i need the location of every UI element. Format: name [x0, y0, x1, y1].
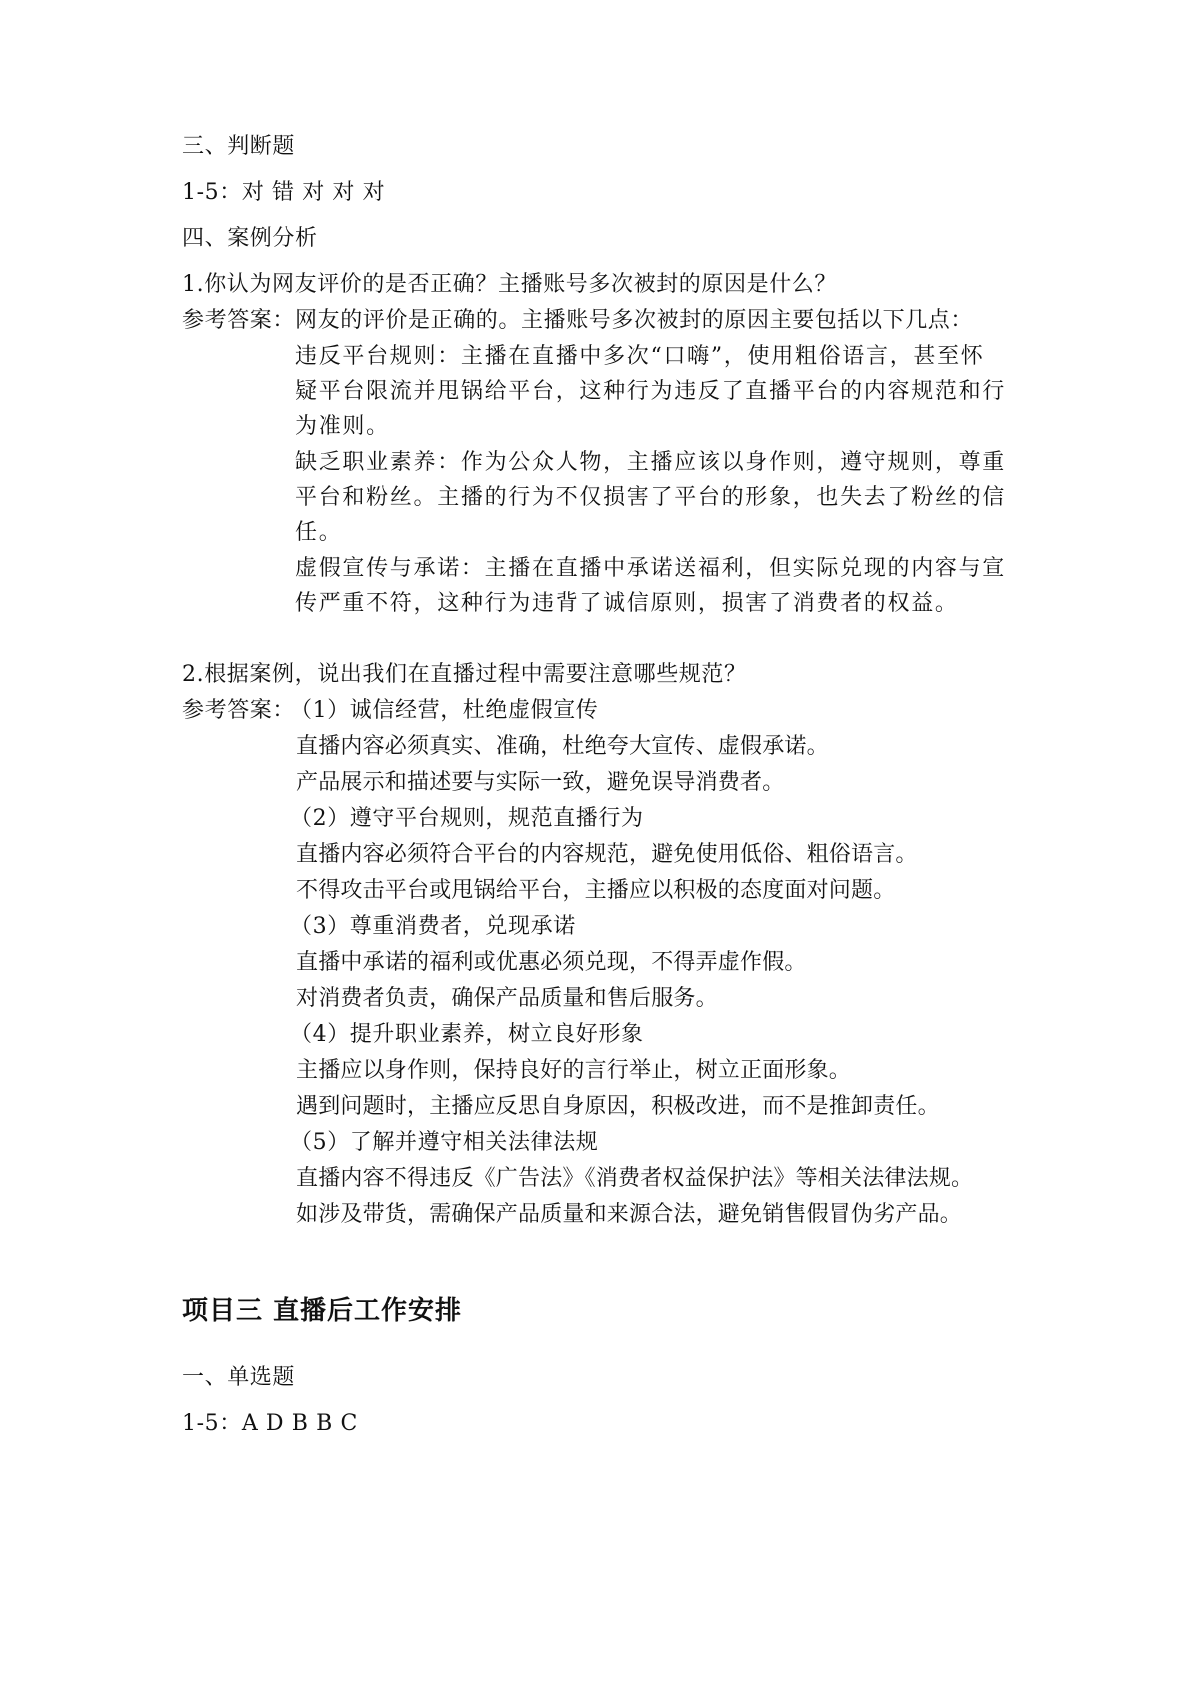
question-2: 2.根据案例，说出我们在直播过程中需要注意哪些规范？	[182, 662, 747, 687]
answer-2-item: 直播内容不得违反《广告法》《消费者权益保护法》等相关法律法规。	[296, 1166, 974, 1191]
answer-2-heading-1: （1）诚信经营，杜绝虚假宣传	[290, 698, 599, 723]
section-heading-judgement: 三、判断题	[182, 134, 296, 159]
answer-1-point-2-line: 缺乏职业素养：作为公众人物，主播应该以身作则，遵守规则，尊重	[295, 450, 1007, 475]
answer-2-item: 如涉及带货，需确保产品质量和来源合法，避免销售假冒伪劣产品。	[296, 1202, 963, 1227]
project-title: 项目三 直播后工作安排	[182, 1296, 463, 1326]
judgement-answers: 1-5：对 错 对 对 对	[182, 180, 386, 205]
answer-2-item: 主播应以身作则，保持良好的言行举止，树立正面形象。	[296, 1058, 852, 1083]
answer-2-item: 不得攻击平台或甩锅给平台，主播应以积极的态度面对问题。	[296, 878, 896, 903]
section-heading-case-analysis: 四、案例分析	[182, 226, 318, 251]
answer-2-item: 直播内容必须真实、准确，杜绝夸大宣传、虚假承诺。	[296, 734, 829, 759]
answer-2-item: 对消费者负责，确保产品质量和售后服务。	[296, 986, 718, 1011]
answer-1-point-1-line: 为准则。	[295, 414, 390, 439]
answer-1-intro: 参考答案：网友的评价是正确的。主播账号多次被封的原因主要包括以下几点：	[182, 308, 974, 333]
answer-2-prefix: 参考答案：	[182, 698, 296, 723]
answer-2-item: 直播中承诺的福利或优惠必须兑现，不得弄虚作假。	[296, 950, 807, 975]
answer-1-point-3-line: 传严重不符，这种行为违背了诚信原则，损害了消费者的权益。	[295, 591, 959, 616]
single-choice-answers: 1-5：A D B B C	[182, 1411, 358, 1436]
answer-2-heading-5: （5）了解并遵守相关法律法规	[290, 1130, 599, 1155]
answer-1-point-1-line: 违反平台规则：主播在直播中多次“口嗨”，使用粗俗语言，甚至怀	[295, 344, 985, 369]
answer-1-point-2-line: 平台和粉丝。主播的行为不仅损害了平台的形象，也失去了粉丝的信	[295, 485, 1007, 510]
answer-1-point-2-line: 任。	[295, 520, 343, 545]
answer-2-heading-4: （4）提升职业素养，树立良好形象	[290, 1022, 644, 1047]
answer-2-item: 直播内容必须符合平台的内容规范，避免使用低俗、粗俗语言。	[296, 842, 918, 867]
section-heading-single-choice: 一、单选题	[182, 1365, 296, 1390]
answer-2-heading-3: （3）尊重消费者，兑现承诺	[290, 914, 576, 939]
answer-2-item: 产品展示和描述要与实际一致，避免误导消费者。	[296, 770, 785, 795]
answer-1-point-1-line: 疑平台限流并甩锅给平台，这种行为违反了直播平台的内容规范和行	[295, 379, 1007, 404]
answer-2-item: 遇到问题时，主播应反思自身原因，积极改进，而不是推卸责任。	[296, 1094, 940, 1119]
question-1: 1.你认为网友评价的是否正确？主播账号多次被封的原因是什么？	[182, 272, 837, 297]
answer-1-point-3-line: 虚假宣传与承诺：主播在直播中承诺送福利，但实际兑现的内容与宣	[295, 556, 1007, 581]
answer-2-heading-2: （2）遵守平台规则，规范直播行为	[290, 806, 644, 831]
